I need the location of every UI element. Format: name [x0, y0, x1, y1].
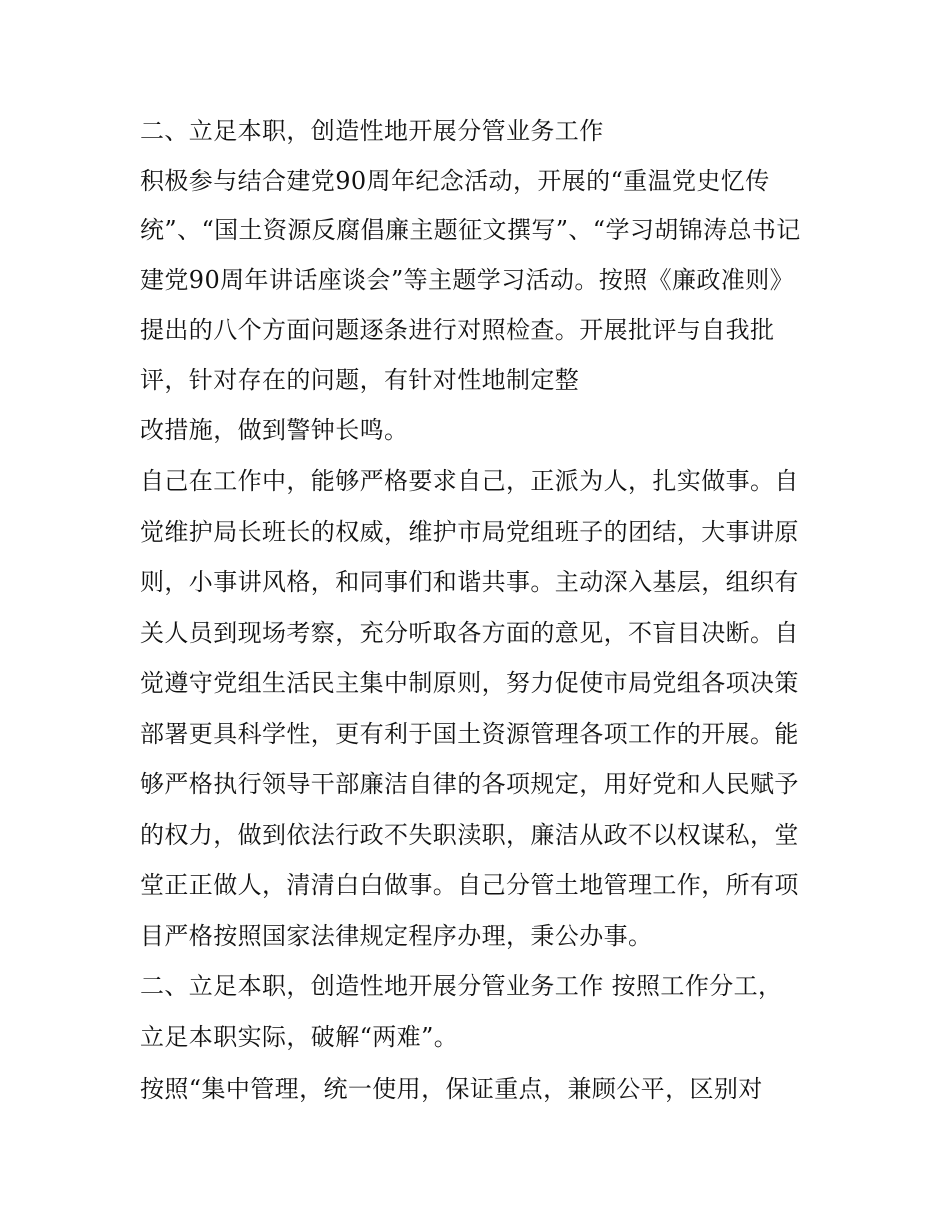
text-line: 统”、“国土资源反腐倡廉主题征文撰写”、“学习胡锦涛总书记 [140, 216, 801, 244]
text-line: 目严格按照国家法律规定程序办理，秉公办事。 [140, 922, 653, 950]
text-line: 建党90周年讲话座谈会”等主题学习活动。按照《廉政准则》 [140, 266, 795, 294]
text-line: 堂正正做人，清清白白做事。自己分管土地管理工作，所有项 [140, 871, 799, 899]
text-line: 部署更具科学性，更有利于国土资源管理各项工作的开展。能 [140, 720, 799, 748]
text-line: 评，针对存在的问题，有针对性地制定整 [140, 366, 580, 394]
text-line: 二、立足本职，创造性地开展分管业务工作 按照工作分工， [140, 972, 783, 1000]
text-line: 的权力，做到依法行政不失职渎职，廉洁从政不以权谋私，堂 [140, 821, 799, 849]
text-line: 关人员到现场考察，充分听取各方面的意见，不盲目决断。自 [140, 619, 799, 647]
text-line: 改措施，做到警钟长鸣。 [140, 416, 409, 444]
text-line: 按照“集中管理，统一使用，保证重点，兼顾公平，区别对 [140, 1075, 763, 1103]
text-line: 觉维护局长班长的权威，维护市局党组班子的团结，大事讲原 [140, 518, 799, 546]
text-line: 觉遵守党组生活民主集中制原则，努力促使市局党组各项决策 [140, 669, 799, 697]
text-line: 提出的八个方面问题逐条进行对照检查。开展批评与自我批 [140, 316, 775, 344]
text-line: 立足本职实际，破解“两难”。 [140, 1023, 459, 1051]
text-line: 自己在工作中，能够严格要求自己，正派为人，扎实做事。自 [140, 467, 799, 495]
text-line: 够严格执行领导干部廉洁自律的各项规定，用好党和人民赋予 [140, 770, 799, 798]
text-line: 则，小事讲风格，和同事们和谐共事。主动深入基层，组织有 [140, 568, 799, 596]
text-line: 积极参与结合建党90周年纪念活动，开展的“重温党史忆传 [140, 167, 770, 195]
text-line: 二、立足本职，创造性地开展分管业务工作 [140, 117, 604, 145]
